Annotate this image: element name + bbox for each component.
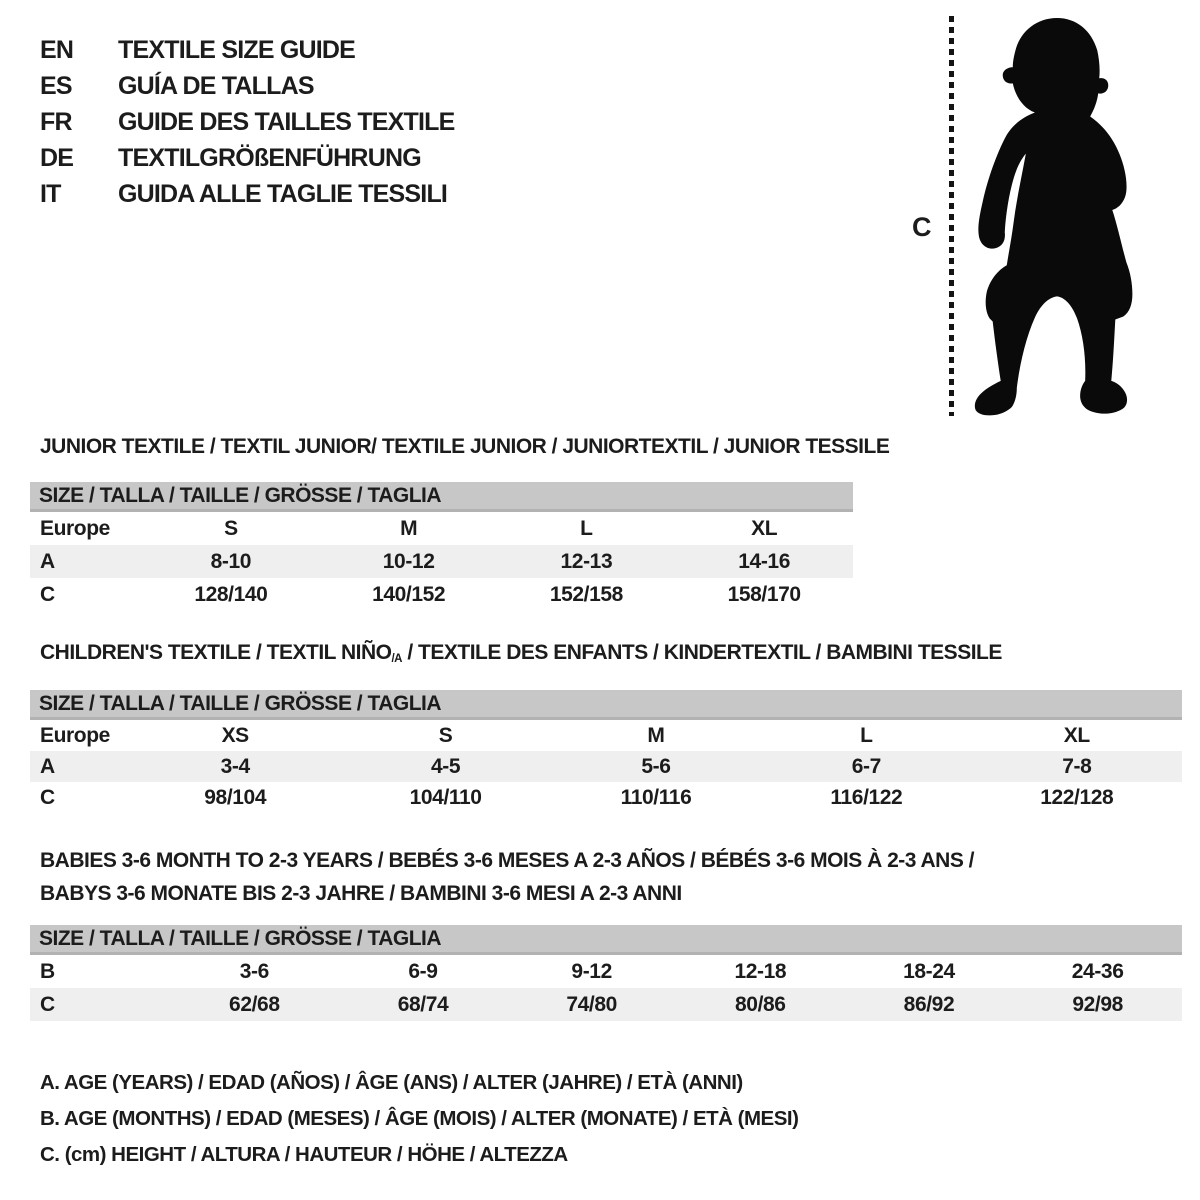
height-cell: 98/104 bbox=[204, 785, 267, 809]
table-row-height bbox=[30, 988, 1182, 1021]
size-cell: XL bbox=[1063, 723, 1090, 747]
table-row-sizes bbox=[30, 720, 1182, 751]
age-cell: 6-7 bbox=[851, 754, 881, 778]
height-cell: 68/74 bbox=[397, 992, 449, 1016]
size-cell: M bbox=[400, 516, 418, 540]
age-cell: 5-6 bbox=[641, 754, 671, 778]
table-row-height bbox=[30, 782, 1182, 813]
height-cell: 86/92 bbox=[903, 992, 955, 1016]
age-cell: 7-8 bbox=[1062, 754, 1092, 778]
size-table-header: SIZE / TALLA / TAILLE / GRÖSSE / TAGLIA bbox=[30, 690, 1182, 720]
legend-line-b: B. AGE (MONTHS) / EDAD (MESES) / ÂGE (MOIS) / ALTER (MONATE) / ETÀ (MESI) bbox=[40, 1107, 799, 1130]
size-cell: L bbox=[580, 516, 593, 540]
row-label: C bbox=[40, 785, 55, 809]
row-label: C bbox=[40, 992, 55, 1016]
row-label: B bbox=[40, 959, 55, 983]
lang-code: EN bbox=[40, 35, 74, 64]
nino-a-subscript: /A bbox=[391, 653, 403, 666]
height-cell: 74/80 bbox=[566, 992, 617, 1016]
height-cell: 140/152 bbox=[372, 582, 446, 606]
height-measure-dashed-line bbox=[949, 16, 954, 416]
junior-size-table bbox=[30, 482, 853, 611]
toddler-silhouette-icon bbox=[971, 16, 1137, 418]
lang-code: IT bbox=[40, 179, 61, 208]
height-cell: 80/86 bbox=[735, 992, 786, 1016]
babies-section-title-line2: BABYS 3-6 MONATE BIS 2-3 JAHRE / BAMBINI 3-6 MESI A 2-3 ANNI bbox=[40, 882, 682, 905]
height-cell: 128/140 bbox=[194, 582, 268, 606]
age-cell: 6-9 bbox=[408, 959, 438, 983]
size-cell: S bbox=[224, 516, 238, 540]
height-cell: 92/98 bbox=[1072, 992, 1123, 1016]
children-size-table bbox=[30, 690, 1182, 813]
height-cell: 104/110 bbox=[409, 785, 482, 809]
row-label: Europe bbox=[40, 723, 110, 747]
lang-title: GUÍA DE TALLAS bbox=[118, 71, 314, 100]
lang-title: TEXTILE SIZE GUIDE bbox=[118, 35, 356, 64]
size-table-header: SIZE / TALLA / TAILLE / GRÖSSE / TAGLIA bbox=[30, 925, 1182, 955]
babies-size-table bbox=[30, 925, 1182, 1021]
lang-code: DE bbox=[40, 143, 74, 172]
height-measure-label: C bbox=[912, 212, 931, 242]
age-cell: 18-24 bbox=[903, 959, 955, 983]
size-cell: S bbox=[438, 723, 453, 747]
children-section-title: CHILDREN'S TEXTILE / TEXTIL NIÑO/A / TEXTILE DES ENFANTS / KINDERTEXTIL / BAMBINI TESSILE bbox=[40, 641, 1002, 666]
height-cell: 110/116 bbox=[620, 785, 692, 809]
language-title-list bbox=[40, 32, 455, 212]
table-row-age-months bbox=[30, 955, 1182, 988]
lang-row-fr bbox=[40, 104, 455, 140]
lang-title: TEXTILGRÖßENFÜHRUNG bbox=[118, 143, 421, 172]
age-cell: 3-4 bbox=[220, 754, 250, 778]
size-cell: L bbox=[860, 723, 873, 747]
age-cell: 9-12 bbox=[571, 959, 612, 983]
height-cell: 122/128 bbox=[1040, 785, 1114, 809]
lang-code: FR bbox=[40, 107, 72, 136]
height-cell: 116/122 bbox=[830, 785, 903, 809]
table-row-age bbox=[30, 545, 853, 578]
age-cell: 3-6 bbox=[239, 959, 269, 983]
size-cell: XS bbox=[221, 723, 249, 747]
age-cell: 12-18 bbox=[734, 959, 787, 983]
table-row-sizes bbox=[30, 512, 853, 545]
lang-row-en bbox=[40, 32, 455, 68]
row-label: Europe bbox=[40, 516, 110, 540]
lang-title: GUIDE DES TAILLES TEXTILE bbox=[118, 107, 455, 136]
table-row-age bbox=[30, 751, 1182, 782]
age-cell: 10-12 bbox=[382, 549, 435, 573]
size-cell: M bbox=[647, 723, 665, 747]
row-label: A bbox=[40, 754, 55, 778]
age-cell: 4-5 bbox=[431, 754, 461, 778]
size-cell: XL bbox=[751, 516, 778, 540]
height-cell: 62/68 bbox=[229, 992, 280, 1016]
height-cell: 158/170 bbox=[727, 582, 801, 606]
row-label: A bbox=[40, 549, 55, 573]
height-cell: 152/158 bbox=[549, 582, 623, 606]
age-cell: 14-16 bbox=[738, 549, 790, 573]
size-table-header: SIZE / TALLA / TAILLE / GRÖSSE / TAGLIA bbox=[30, 482, 853, 512]
babies-section-title-line1: BABIES 3-6 MONTH TO 2-3 YEARS / BEBÉS 3-6 MESES A 2-3 AÑOS / BÉBÉS 3-6 MOIS À 2-3 ANS / bbox=[40, 849, 975, 872]
lang-code: ES bbox=[40, 71, 72, 100]
age-cell: 8-10 bbox=[210, 549, 252, 573]
row-label: C bbox=[40, 582, 55, 606]
junior-section-title: JUNIOR TEXTILE / TEXTIL JUNIOR/ TEXTILE JUNIOR / JUNIORTEXTIL / JUNIOR TESSILE bbox=[40, 435, 890, 458]
lang-row-de bbox=[40, 140, 455, 176]
legend-line-c: C. (cm) HEIGHT / ALTURA / HAUTEUR / HÖHE / ALTEZZA bbox=[40, 1143, 568, 1166]
table-row-height bbox=[30, 578, 853, 611]
age-cell: 12-13 bbox=[560, 549, 613, 573]
lang-title: GUIDA ALLE TAGLIE TESSILI bbox=[118, 179, 448, 208]
lang-row-es bbox=[40, 68, 455, 104]
age-cell: 24-36 bbox=[1071, 959, 1124, 983]
legend-line-a: A. AGE (YEARS) / EDAD (AÑOS) / ÂGE (ANS) / ALTER (JAHRE) / ETÀ (ANNI) bbox=[40, 1071, 743, 1094]
lang-row-it bbox=[40, 176, 455, 212]
